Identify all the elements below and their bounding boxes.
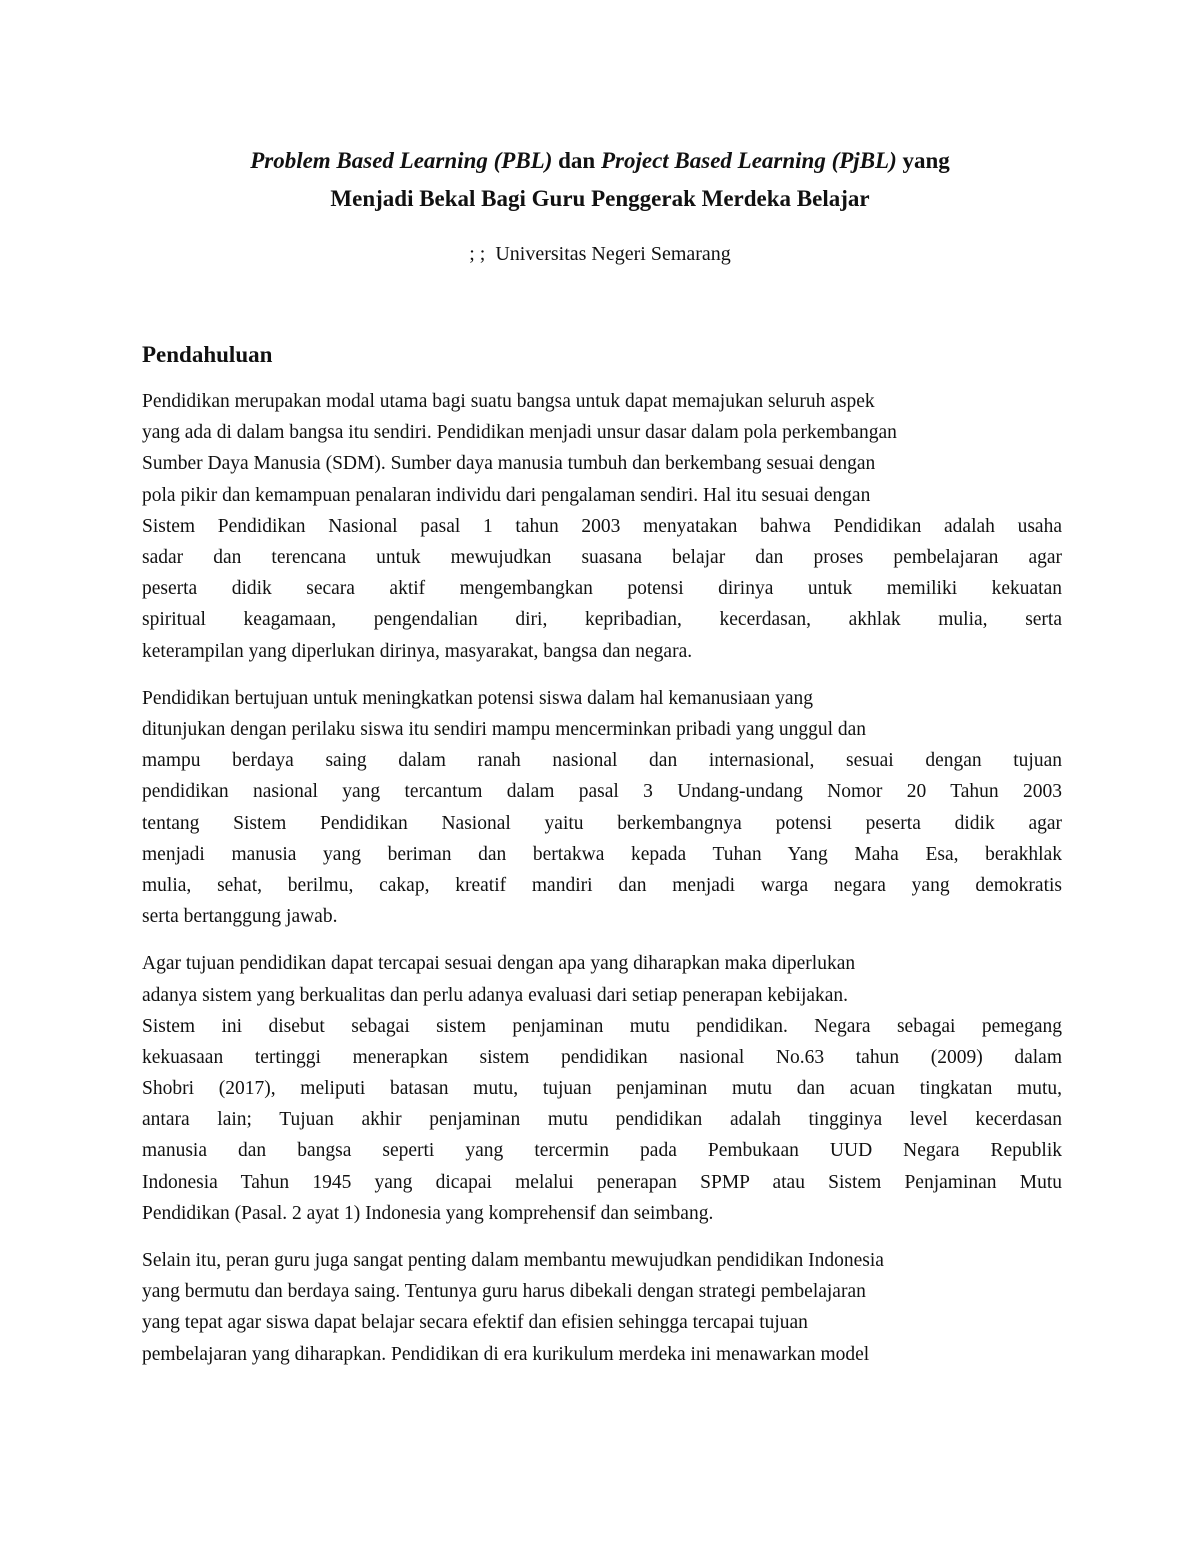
paragraph-line: menjadi manusia yang beriman dan bertakwa kepada Tuhan Yang Maha Esa, berakhlak [142, 843, 1062, 865]
body-text [142, 386, 1062, 1386]
paragraph-line: keterampilan yang diperlukan dirinya, masyarakat, bangsa dan negara. [142, 640, 693, 662]
paragraph-line: adanya sistem yang berkualitas dan perlu adanya evaluasi dari setiap penerapan kebijakan. [142, 984, 849, 1006]
paragraph-line: Pendidikan merupakan modal utama bagi suatu bangsa untuk dapat memajukan seluruh aspek [142, 391, 875, 412]
title-connector: dan [552, 148, 601, 173]
paragraph-line: serta bertanggung jawab. [142, 906, 338, 928]
document-title [140, 142, 1060, 218]
paragraph-line: mampu berdaya saing dalam ranah nasional dan internasional, sesuai dengan tujuan [142, 750, 1062, 772]
paragraph-line: ditunjukan dengan perilaku siswa itu sendiri mampu mencerminkan pribadi yang unggul dan [142, 718, 867, 740]
section-heading: Pendahuluan [142, 342, 273, 367]
paragraph-line: Pendidikan bertujuan untuk meningkatkan potensi siswa dalam hal kemanusiaan yang [142, 687, 813, 709]
author-affiliation: ; ; Universitas Negeri Semarang [469, 243, 731, 265]
paragraph-line: spiritual keagamaan, pengendalian diri, kepribadian, kecerdasan, akhlak mulia, serta [142, 609, 1062, 631]
paragraph-line: Sistem ini disebut sebagai sistem penjaminan mutu pendidikan. Negara sebagai pemegang [142, 1015, 1062, 1037]
paragraph-line: peserta didik secara aktif mengembangkan potensi dirinya untuk memiliki kekuatan [142, 578, 1062, 600]
paragraph-4 [142, 1245, 1062, 1370]
paragraph-line: pola pikir dan kemampuan penalaran individu dari pengalaman sendiri. Hal itu sesuai dengan [142, 484, 871, 506]
paragraph-2 [142, 683, 1062, 933]
paragraph-line: pendidikan nasional yang tercantum dalam pasal 3 Undang-undang Nomor 20 Tahun 2003 [142, 781, 1062, 803]
title-term-pjbl: Project Based Learning (PjBL) [600, 148, 897, 173]
paragraph-line: yang ada di dalam bangsa itu sendiri. Pendidikan menjadi unsur dasar dalam pola perkembangan [142, 422, 897, 444]
paragraph-line: manusia dan bangsa seperti yang tercermin pada Pembukaan UUD Negara Republik [142, 1140, 1062, 1162]
paragraph-line: Selain itu, peran guru juga sangat penting dalam membantu mewujudkan pendidikan Indonesia [142, 1250, 884, 1272]
paragraph-line: Pendidikan (Pasal. 2 ayat 1) Indonesia yang komprehensif dan seimbang. [142, 1202, 714, 1224]
paragraph-1 [142, 386, 1062, 667]
paragraph-3 [142, 948, 1062, 1229]
paragraph-line: Indonesia Tahun 1945 yang dicapai melalui penerapan SPMP atau Sistem Penjaminan Mutu [142, 1171, 1062, 1193]
title-suffix: yang [896, 148, 950, 173]
paragraph-line: Sumber Daya Manusia (SDM). Sumber daya manusia tumbuh dan berkembang sesuai dengan [142, 453, 876, 475]
paragraph-line: tentang Sistem Pendidikan Nasional yaitu berkembangnya potensi peserta didik agar [142, 812, 1062, 834]
paragraph-line: yang tepat agar siswa dapat belajar secara efektif dan efisien sehingga tercapai tujuan [142, 1312, 808, 1334]
paragraph-line: yang bermutu dan berdaya saing. Tentunya guru harus dibekali dengan strategi pembelajaran [142, 1281, 866, 1303]
paragraph-line: Shobri (2017), meliputi batasan mutu, tujuan penjaminan mutu dan acuan tingkatan mutu, [142, 1078, 1062, 1100]
paragraph-line: Sistem Pendidikan Nasional pasal 1 tahun 2003 menyatakan bahwa Pendidikan adalah usaha [142, 515, 1062, 537]
paragraph-line: Agar tujuan pendidikan dapat tercapai sesuai dengan apa yang diharapkan maka diperlukan [142, 953, 856, 975]
title-term-pbl: Problem Based Learning (PBL) [250, 148, 553, 173]
paragraph-line: mulia, sehat, berilmu, cakap, kreatif mandiri dan menjadi warga negara yang demokratis [142, 874, 1062, 896]
paragraph-line: kekuasaan tertinggi menerapkan sistem pendidikan nasional No.63 tahun (2009) dalam [142, 1046, 1062, 1068]
paragraph-line: sadar dan terencana untuk mewujudkan suasana belajar dan proses pembelajaran agar [142, 547, 1062, 568]
title-line-2: Menjadi Bekal Bagi Guru Penggerak Merdeka Belajar [330, 186, 870, 211]
paragraph-line: antara lain; Tujuan akhir penjaminan mutu pendidikan adalah tingginya level kecerdasan [142, 1109, 1062, 1131]
paragraph-line: pembelajaran yang diharapkan. Pendidikan di era kurikulum merdeka ini menawarkan model [142, 1343, 870, 1365]
